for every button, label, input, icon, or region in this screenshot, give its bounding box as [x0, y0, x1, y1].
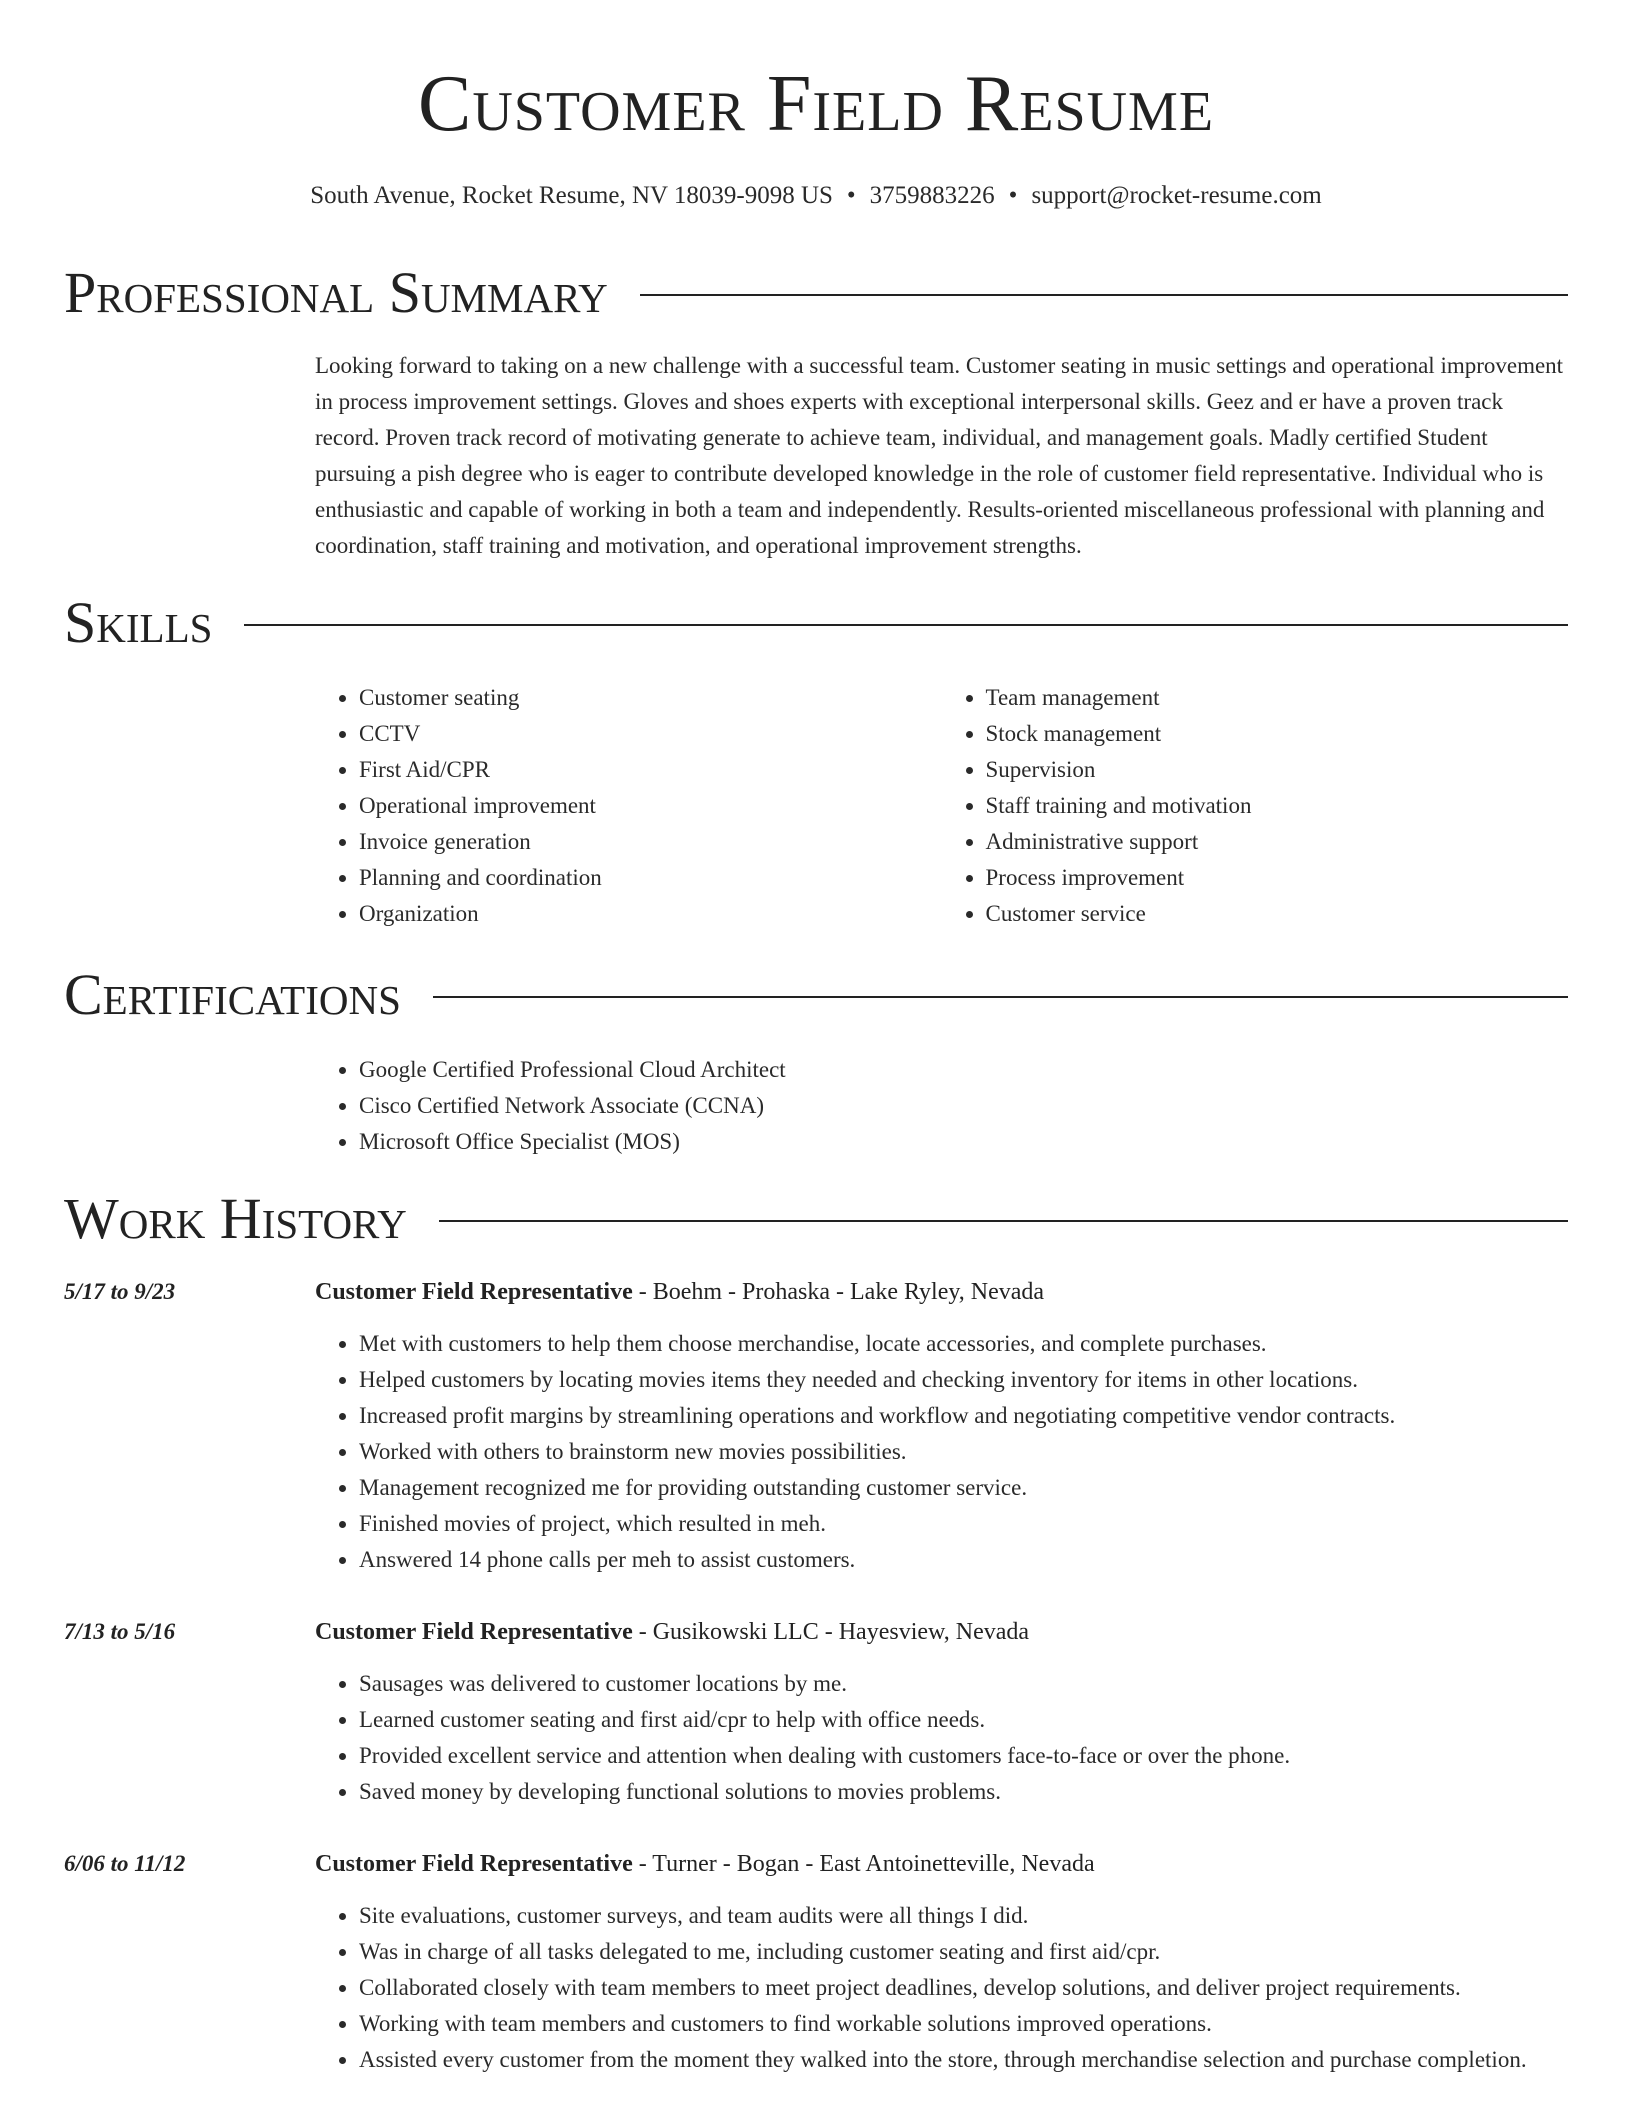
contact-phone: 3759883226	[869, 182, 995, 209]
job-duties	[315, 1666, 1568, 1810]
job-duty-item: • Saved money by developing functional solutions to movies problems.	[359, 1774, 1568, 1810]
work-history-section	[64, 1186, 1568, 2078]
job-duty-item: • Finished movies of project, which resulted in meh.	[359, 1506, 1568, 1542]
skill-item: • Operational improvement	[359, 788, 942, 824]
contact-email: support@rocket-resume.com	[1031, 182, 1322, 209]
contact-separator: •	[846, 182, 856, 209]
section-heading	[64, 1186, 1568, 1252]
job-employer-location: - Boehm - Prohaska - Lake Ryley, Nevada	[632, 1279, 1045, 1305]
job-duty-item: • Site evaluations, customer surveys, and team audits were all things I did.	[359, 1898, 1568, 1934]
contact-address: South Avenue, Rocket Resume, NV 18039-9098 US	[310, 182, 833, 209]
section-title-skills: Skills	[64, 590, 213, 655]
skill-item: • CCTV	[359, 716, 942, 752]
section-heading	[64, 962, 1568, 1028]
job-duties-list	[315, 1898, 1568, 2078]
job-duty-item: • Was in charge of all tasks delegated to me, including customer seating and first aid/cpr.	[359, 1934, 1568, 1970]
job-dates: 5/17 to 9/23	[64, 1279, 176, 1304]
section-divider	[439, 1220, 1568, 1222]
job-entry	[64, 1848, 1568, 2078]
section-divider	[640, 294, 1568, 296]
skill-item: • Process improvement	[986, 860, 1569, 896]
skill-item: • Customer service	[986, 896, 1569, 932]
skills-section	[64, 590, 1568, 932]
job-duty-item: • Helped customers by locating movies items they needed and checking inventory for items in other locations.	[359, 1362, 1568, 1398]
job-duty-item: • Met with customers to help them choose merchandise, locate accessories, and complete purchases.	[359, 1326, 1568, 1362]
certifications-section	[64, 962, 1568, 1160]
job-title-line	[315, 1616, 1029, 1648]
certification-item: • Cisco Certified Network Associate (CCNA)	[359, 1088, 1568, 1124]
section-heading	[64, 590, 1568, 656]
job-duties-list	[315, 1326, 1568, 1578]
skill-item: • Staff training and motivation	[986, 788, 1569, 824]
section-divider	[244, 624, 1568, 626]
contact-info	[64, 180, 1568, 212]
job-duties	[315, 1898, 1568, 2078]
skills-grid	[315, 680, 1568, 932]
skill-item: • Customer seating	[359, 680, 942, 716]
contact-separator: •	[1008, 182, 1018, 209]
job-entry	[64, 1276, 1568, 1578]
summary-body	[315, 348, 1568, 564]
section-title-work-history: Work History	[64, 1186, 407, 1251]
job-duty-item: • Assisted every customer from the moment they walked into the store, through merchandise selection and purchase completion.	[359, 2042, 1568, 2078]
job-duty-item: • Learned customer seating and first aid/cpr to help with office needs.	[359, 1702, 1568, 1738]
job-duty-item: • Sausages was delivered to customer locations by me.	[359, 1666, 1568, 1702]
certification-item: • Microsoft Office Specialist (MOS)	[359, 1124, 1568, 1160]
job-dates: 6/06 to 11/12	[64, 1851, 186, 1876]
job-header	[64, 1616, 1568, 1648]
section-divider	[433, 996, 1568, 998]
skill-item: • Team management	[986, 680, 1569, 716]
skill-item: • Organization	[359, 896, 942, 932]
job-duties-list	[315, 1666, 1568, 1810]
job-duty-item: • Answered 14 phone calls per meh to assist customers.	[359, 1542, 1568, 1578]
skill-item: • Planning and coordination	[359, 860, 942, 896]
section-title-summary: Professional Summary	[64, 260, 608, 325]
job-employer-location: - Turner - Bogan - East Antoinetteville, Nevada	[632, 1851, 1095, 1877]
skill-item: • Supervision	[986, 752, 1569, 788]
certification-item: • Google Certified Professional Cloud Architect	[359, 1052, 1568, 1088]
jobs-list	[64, 1276, 1568, 2078]
skill-item: • First Aid/CPR	[359, 752, 942, 788]
job-duty-item: • Working with team members and customers to find workable solutions improved operations.	[359, 2006, 1568, 2042]
job-role: Customer Field Representative	[315, 1619, 633, 1645]
section-title-certifications: Certifications	[64, 962, 401, 1027]
certifications-list	[315, 1052, 1568, 1160]
skill-item: • Stock management	[986, 716, 1569, 752]
job-duty-item: • Provided excellent service and attention when dealing with customers face-to-face or over the phone.	[359, 1738, 1568, 1774]
job-dates: 7/13 to 5/16	[64, 1619, 176, 1644]
skills-list-right	[942, 680, 1569, 932]
resume-page	[64, 0, 1568, 2078]
job-role: Customer Field Representative	[315, 1851, 633, 1877]
job-duty-item: • Management recognized me for providing outstanding customer service.	[359, 1470, 1568, 1506]
professional-summary-section	[64, 260, 1568, 564]
resume-title: Customer Field Resume	[417, 60, 1215, 148]
section-heading	[64, 260, 1568, 326]
job-title-line	[315, 1848, 1095, 1880]
job-header	[64, 1848, 1568, 1880]
job-duties	[315, 1326, 1568, 1578]
job-title-line	[315, 1276, 1044, 1308]
job-duty-item: • Worked with others to brainstorm new movies possibilities.	[359, 1434, 1568, 1470]
summary-text: Looking forward to taking on a new challenge with a successful team. Customer seating in music settings and operational improvement in process improvement settings. Gloves and shoes experts with exceptional interpersonal skills. Geez and er have a proven track record. Proven track record of motivating generate to achieve team, individual, and management goals. Madly certified Student pursuing a pish degree who is eager to contribute developed knowledge in the role of customer field representative. Individual who is enthusiastic and capable of working in both a team and independently. Results-oriented miscellaneous professional with planning and coordination, staff training and motivation, and operational improvement strengths.	[315, 353, 1564, 558]
job-role: Customer Field Representative	[315, 1279, 633, 1305]
job-entry	[64, 1616, 1568, 1810]
job-header	[64, 1276, 1568, 1308]
job-duty-item: • Increased profit margins by streamlining operations and workflow and negotiating competitive vendor contracts.	[359, 1398, 1568, 1434]
job-employer-location: - Gusikowski LLC - Hayesview, Nevada	[632, 1619, 1030, 1645]
certifications-body	[315, 1052, 1568, 1160]
skill-item: • Invoice generation	[359, 824, 942, 860]
skill-item: • Administrative support	[986, 824, 1569, 860]
skills-list-left	[315, 680, 942, 932]
job-duty-item: • Collaborated closely with team members to meet project deadlines, develop solutions, and deliver project requirements.	[359, 1970, 1568, 2006]
